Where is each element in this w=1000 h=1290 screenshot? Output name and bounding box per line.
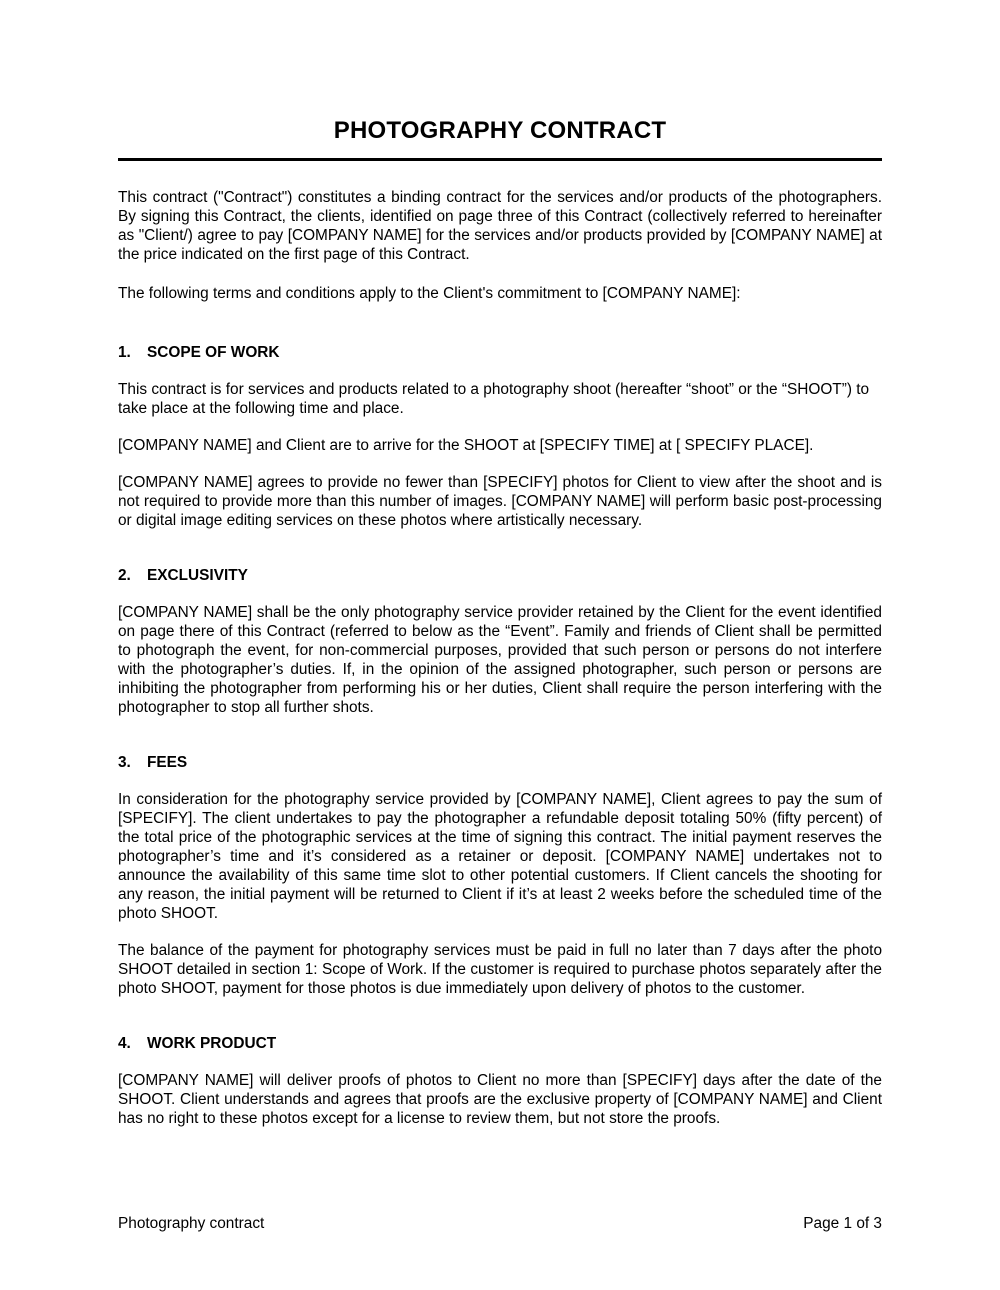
section-paragraph: [COMPANY NAME] will deliver proofs of photos to Client no more than [SPECIFY] days after the date of the SHOOT. Client understands and agrees that proofs are the exclusive property of [COMPANY NAME] and Client has no right to these photos except for a license to review them, but not store the proofs. (118, 1072, 882, 1127)
section-heading-exclusivity (118, 566, 882, 585)
section-number: 1. (118, 344, 131, 361)
section-paragraph: [COMPANY NAME] agrees to provide no fewer than [SPECIFY] photos for Client to view after the shoot and is not required to provide more than this number of images. [COMPANY NAME] will perform basic post-processing or digital image editing services on these photos where artistically necessary. (118, 474, 882, 529)
document-body (118, 188, 882, 1128)
section-heading-fees (118, 753, 882, 772)
section-number: 2. (118, 567, 131, 584)
section-paragraph: [COMPANY NAME] shall be the only photography service provider retained by the Client for the event identified on page there of this Contract (referred to below as the “Event”. Family and friends of Client shall be permitted to photograph the event, for non-commercial purposes, provided that such person or persons do not interfere with the photographer’s duties. If, in the opinion of the assigned photographer, such person or persons are inhibiting the photographer from performing his or her duties, Client shall require the person interfering with the photographer to stop all further shots. (118, 604, 882, 716)
section-heading-work-product (118, 1034, 882, 1053)
section-title: WORK PRODUCT (147, 1035, 277, 1052)
section-number: 3. (118, 754, 131, 771)
section-paragraph: This contract is for services and products related to a photography shoot (hereafter “shoot” or the “SHOOT”) to take place at the following time and place. (118, 381, 870, 417)
intro-paragraph: The following terms and conditions apply to the Client's commitment to [COMPANY NAME]: (118, 285, 741, 302)
footer-document-name: Photography contract (118, 1215, 265, 1232)
section-paragraph: The balance of the payment for photography services must be paid in full no later than 7 days after the photo SHOOT detailed in section 1: Scope of Work. If the customer is required to purchase photos separately after the photo SHOOT, payment for those photos is due immediately upon delivery of photos to the customer. (118, 942, 882, 997)
section-title: FEES (147, 754, 188, 771)
section-heading-scope-of-work (118, 343, 882, 362)
section-paragraph: In consideration for the photography service provided by [COMPANY NAME], Client agrees to pay the sum of [SPECIFY]. The client undertakes to pay the photographer a refundable deposit totaling 50% (fifty percent) of the total price of the photographic services at the time of signing this contract. The initial payment reserves the photographer’s time and it’s considered as a retainer or deposit. [COMPANY NAME] undertakes not to announce the availability of this same time slot to other potential customers. If Client cancels the shooting for any reason, the initial payment will be returned to Client if it’s at least 2 weeks before the scheduled time of the photo SHOOT. (118, 791, 882, 922)
title-divider (118, 158, 882, 161)
section-title: EXCLUSIVITY (147, 567, 248, 584)
section-paragraph: [COMPANY NAME] and Client are to arrive for the SHOOT at [SPECIFY TIME] at [ SPECIFY PLACE]. (118, 437, 814, 454)
document-title: PHOTOGRAPHY CONTRACT (333, 117, 667, 144)
footer-page-number: Page 1 of 3 (803, 1215, 882, 1232)
section-number: 4. (118, 1035, 131, 1052)
intro-paragraph: This contract ("Contract") constitutes a binding contract for the services and/or products of the photographers. By signing this Contract, the clients, identified on page three of this Contract (collectively referred to hereinafter as "Client/) agree to pay [COMPANY NAME] for the services and/or products provided by [COMPANY NAME] at the price indicated on the first page of this Contract. (118, 189, 882, 263)
page-footer (118, 1214, 882, 1233)
section-title: SCOPE OF WORK (147, 344, 280, 361)
